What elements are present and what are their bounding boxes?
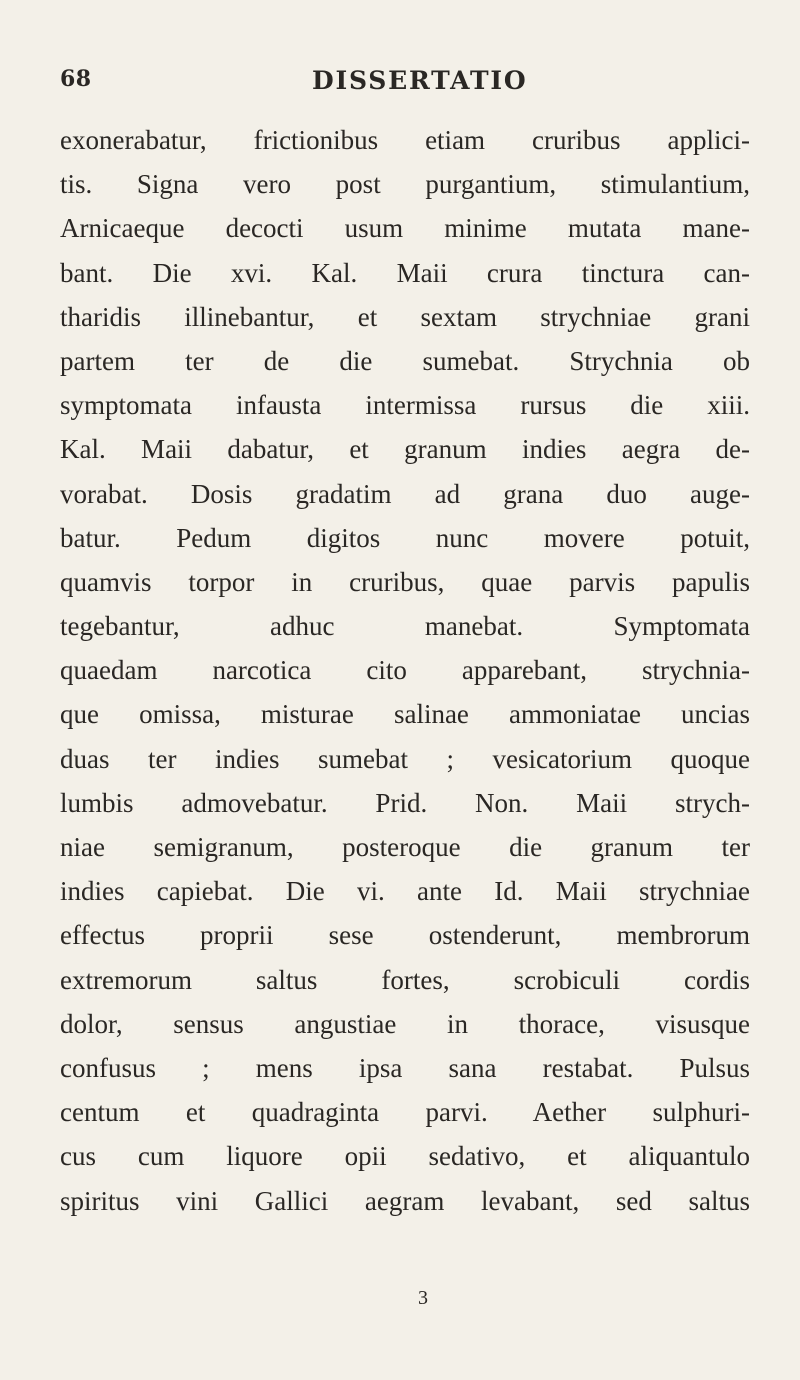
text-line: Kal. Maii dabatur, et granum indies aegra de- bbox=[60, 434, 750, 465]
running-head: DISSERTATIO bbox=[312, 66, 528, 95]
page-number: 68 bbox=[60, 66, 92, 92]
text-line: tis. Signa vero post purgantium, stimulantium, bbox=[60, 169, 750, 200]
text-line: batur. Pedum digitos nunc movere potuit, bbox=[60, 522, 750, 553]
text-line: que omissa, misturae salinae ammoniatae uncias bbox=[60, 699, 750, 730]
text-line: extremorum saltus fortes, scrobiculi cordis bbox=[60, 964, 750, 995]
text-line: cus cum liquore opii sedativo, et aliquantulo bbox=[60, 1141, 750, 1172]
signature-mark: 3 bbox=[418, 1287, 428, 1309]
text-line: tegebantur, adhuc manebat. Symptomata bbox=[60, 611, 750, 642]
text-line: vorabat. Dosis gradatim ad grana duo auge- bbox=[60, 478, 750, 509]
text-line: confusus ; mens ipsa sana restabat. Pulsus bbox=[60, 1052, 750, 1083]
text-line: quamvis torpor in cruribus, quae parvis papulis bbox=[60, 566, 750, 597]
text-line: partem ter de die sumebat. Strychnia ob bbox=[60, 345, 750, 376]
text-line: spiritus vini Gallici aegram levabant, sed saltus bbox=[60, 1185, 750, 1216]
text-line: niae semigranum, posteroque die granum ter bbox=[60, 832, 750, 862]
text-line: dolor, sensus angustiae in thorace, visusque bbox=[60, 1008, 750, 1039]
text-line: tharidis illinebantur, et sextam strychniae grani bbox=[60, 301, 750, 332]
text-line: Arnicaeque decocti usum minime mutata mane- bbox=[60, 213, 750, 244]
text-line: centum et quadraginta parvi. Aether sulphuri- bbox=[60, 1097, 750, 1128]
text-line: lumbis admovebatur. Prid. Non. Maii strych- bbox=[60, 787, 750, 818]
text-line: effectus proprii sese ostenderunt, membrorum bbox=[60, 920, 750, 951]
text-line: symptomata infausta intermissa rursus die xiii. bbox=[60, 390, 750, 421]
text-line: bant. Die xvi. Kal. Maii crura tinctura can- bbox=[60, 257, 750, 288]
text-line: duas ter indies sumebat ; vesicatorium quoque bbox=[60, 743, 750, 774]
text-line: quaedam narcotica cito apparebant, strychnia- bbox=[60, 655, 750, 686]
text-line: indies capiebat. Die vi. ante Id. Maii strychniae bbox=[60, 876, 750, 907]
body-text bbox=[60, 118, 750, 1223]
text-line: exonerabatur, frictionibus etiam cruribus applici- bbox=[60, 125, 750, 155]
